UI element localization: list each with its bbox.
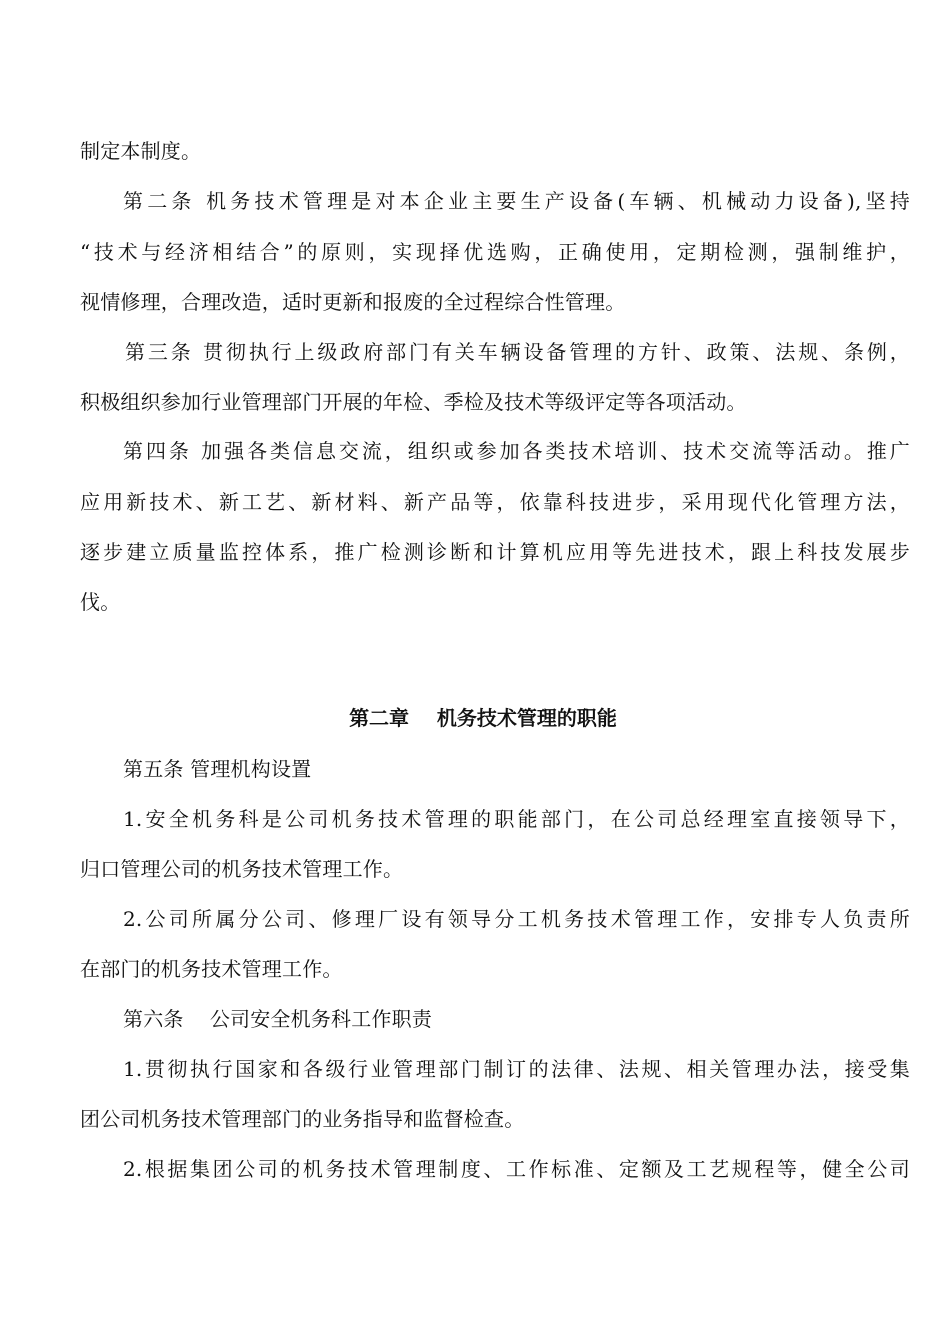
article-5-title: 第五条 管理机构设置	[123, 757, 312, 781]
article-2-line-3: 视情修理，合理改造，适时更新和报废的全过程综合性管理。	[80, 290, 626, 314]
article-3-line-1: 第三条 贯彻执行上级政府部门有关车辆设备管理的方针、政策、法规、条例，	[125, 340, 910, 364]
article-3-line-2: 积极组织参加行业管理部门开展的年检、季检及技术等级评定等各项活动。	[80, 390, 747, 414]
article-5-item-2-line-2: 在部门的机务技术管理工作。	[80, 957, 343, 981]
article-2-line-2: “技术与经济相结合”的原则，实现择优选购，正确使用，定期检测，强制维护，	[80, 240, 910, 264]
article-4-line-1: 第四条 加强各类信息交流，组织或参加各类技术培训、技术交流等活动。推广	[123, 439, 910, 463]
article-6-item-1-line-2: 团公司机务技术管理部门的业务指导和监督检查。	[80, 1107, 525, 1131]
article-4-line-3: 逐步建立质量监控体系，推广检测诊断和计算机应用等先进技术，跟上科技发展步	[80, 540, 910, 564]
chapter-heading: 第二章 机务技术管理的职能	[349, 706, 617, 730]
article-5-item-2-line-1: 2.公司所属分公司、修理厂设有领导分工机务技术管理工作，安排专人负责所	[123, 907, 910, 931]
article-5-item-1-line-1: 1.安全机务科是公司机务技术管理的职能部门，在公司总经理室直接领导下，	[123, 807, 910, 831]
article-2-line-1: 第二条 机务技术管理是对本企业主要生产设备(车辆、机械动力设备),坚持	[123, 189, 910, 213]
article-6-item-1-line-1: 1.贯彻执行国家和各级行业管理部门制订的法律、法规、相关管理办法，接受集	[123, 1057, 910, 1081]
article-4-line-4: 伐。	[80, 590, 121, 614]
article-6-item-2-line-1: 2.根据集团公司的机务技术管理制度、工作标准、定额及工艺规程等，健全公司	[123, 1157, 910, 1181]
paragraph-line: 制定本制度。	[80, 139, 202, 163]
article-5-item-1-line-2: 归口管理公司的机务技术管理工作。	[80, 857, 404, 881]
article-4-line-2: 应用新技术、新工艺、新材料、新产品等，依靠科技进步，采用现代化管理方法，	[80, 490, 910, 514]
article-6-title: 第六条 公司安全机务科工作职责	[123, 1007, 433, 1031]
